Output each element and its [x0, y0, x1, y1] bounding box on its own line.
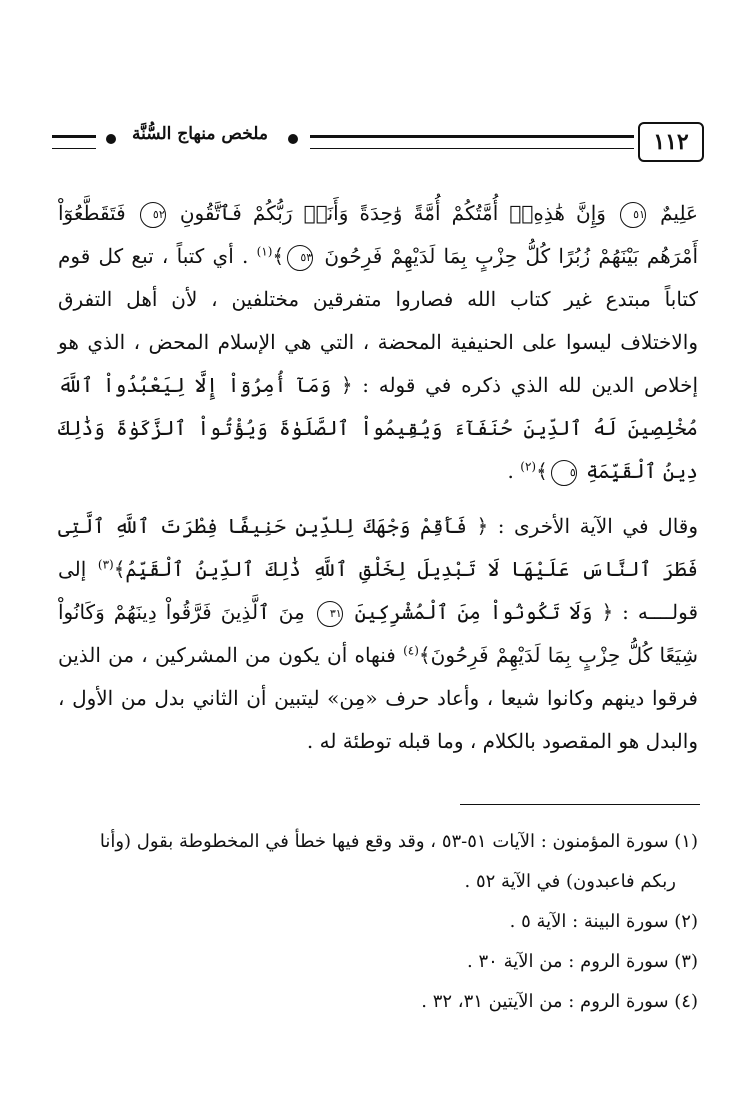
closing-bracket: ﴾	[272, 244, 285, 268]
commentary-text: إلى قولــــه :	[58, 557, 699, 624]
ayah-number-marker: ٥١	[620, 202, 646, 228]
main-text	[58, 192, 698, 763]
closing-bracket: ﴾	[418, 643, 431, 667]
ayah-number-marker: ٥	[551, 460, 577, 486]
header-dot-right	[288, 134, 298, 144]
opening-bracket: ﴿	[340, 373, 353, 397]
footnote-1: (١) سورة المؤمنون : الآيات ٥١-٥٣ ، وقد وقع فيها خطأ في المخطوطة بقول (وأنا	[99, 831, 698, 852]
footnote-ref: (١)	[256, 244, 273, 259]
paragraph-1	[58, 192, 698, 493]
closing-bracket: ﴾	[536, 459, 548, 483]
ayah-number-marker: ٥٣	[287, 245, 313, 271]
footnote-divider	[460, 804, 700, 805]
quran-verse: مِنَ ٱلَّذِينَ فَرَّقُواْ دِينَهُمْ وَكَانُواْ شِيَعًا كُلُّ حِزْبٍ بِمَا لَدَيْهِمْ فَرِحُونَ	[58, 600, 699, 667]
header-rule-right	[310, 135, 634, 149]
ayah-number-marker: ٥٢	[140, 202, 166, 228]
footnote-1-continued: ربكم فاعبدون) في الآية ٥٢ .	[464, 871, 676, 892]
quran-verse: فَتَقَطَّعُوٓاْ أَمْرَهُم بَيْنَهُمْ زُبُرًا كُلُّ حِزْبٍ بِمَا لَدَيْهِمْ فَرِحُونَ	[58, 201, 699, 268]
ayah-number-marker: ٣١	[317, 601, 343, 627]
paragraph-2	[58, 505, 698, 763]
footnote-ref: (٢)	[520, 459, 537, 474]
quran-verse: فَأَقِمْ وَجْهَكَ لِلدِّينِ حَنِيفًا فِطْرَتَ ٱللَّهِ ٱلَّتِى فَطَرَ ٱلنَّاسَ عَلَيْهَا لَا تَبْدِيلَ لِخَلْقِ ٱللَّهِ ذَٰلِكَ ٱلدِّينُ ٱلْقَيِّمُ	[58, 514, 699, 581]
page-number: ١١٢	[638, 122, 704, 162]
footnote-4: (٤) سورة الروم : من الآيتين ٣١، ٣٢ .	[421, 991, 698, 1012]
sentence-end: .	[507, 459, 514, 483]
commentary-text: . أي كتباً ، تبع كل قوم كتاباً مبتدع غير كتاب الله فصاروا متفرقين مختلفين ، لأن أهل التفرق والاختلاف ليسوا على الحنيفية المحضة ، التي هي الإسلام المحض ، الذي هو إخلاص الدين لله الذي ذكره في قوله :	[58, 244, 699, 397]
quran-verse: وَإِنَّ هَٰذِهِۦٓ أُمَّتُكُمْ أُمَّةً وَٰحِدَةً وَأَنَا۠ رَبُّكُمْ فَٱتَّقُونِ	[179, 201, 606, 225]
footnote-2: (٢) سورة البينة : الآية ٥ .	[509, 911, 698, 932]
header-dot-left	[106, 134, 116, 144]
quran-verse: وَمَآ أُمِرُوٓاْ إِلَّا لِيَعْبُدُواْ ٱللَّهَ مُخْلِصِينَ لَهُ ٱلدِّينَ حُنَفَآءَ وَيُقِيمُواْ ٱلصَّلَوٰةَ وَيُؤْتُواْ ٱلزَّكَوٰةَ وَذَٰلِكَ دِينُ ٱلْقَيِّمَةِ	[58, 373, 698, 483]
closing-bracket: ﴾	[113, 557, 126, 581]
commentary-text: وقال في الآية الأخرى :	[497, 514, 699, 538]
opening-bracket: ﴿	[601, 600, 614, 624]
header-rule-left	[52, 135, 96, 149]
quran-verse: وَلَا تَكُونُواْ مِنَ ٱلْمُشْرِكِينَ	[354, 600, 593, 624]
footnotes	[58, 822, 698, 1022]
opening-bracket: ﴿	[476, 514, 489, 538]
commentary-text: فنهاه أن يكون من المشركين ، من الذين فرقوا دينهم وكانوا شيعا ، وأعاد حرف «مِن» ليتبين أن الثاني بدل من الأول ، والبدل هو المقصود بالكلام ، وما قبله توطئة له .	[58, 643, 698, 753]
running-title: ملخص منهاج السُّنَّة	[132, 124, 268, 144]
page-header	[52, 122, 704, 162]
footnote-3: (٣) سورة الروم : من الآية ٣٠ .	[467, 951, 698, 972]
footnote-ref: (٣)	[97, 557, 114, 572]
footnote-ref: (٤)	[403, 643, 419, 658]
quran-verse: عَلِيمٌ	[660, 201, 698, 225]
